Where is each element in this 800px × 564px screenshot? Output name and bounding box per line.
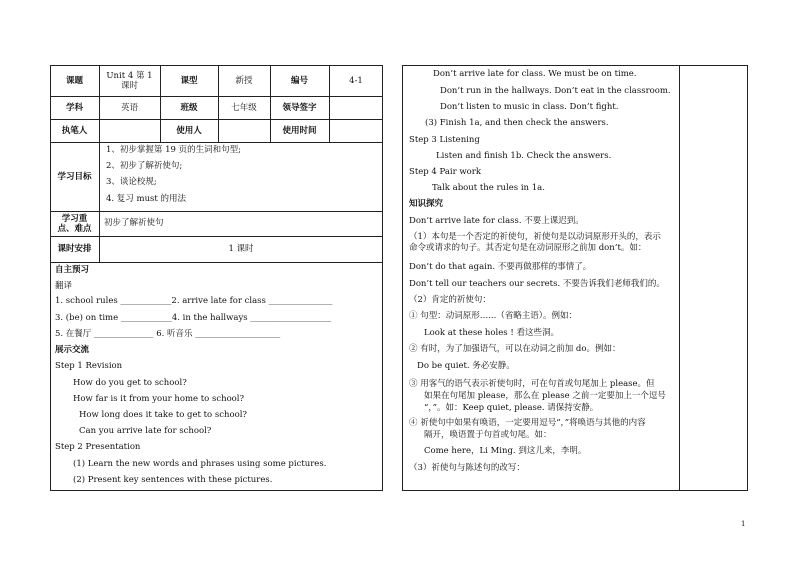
label-learning-goals: 学习目标 [57, 171, 92, 182]
question-line: How long does it take to get to school? [79, 410, 247, 420]
right-panel-margin-line [679, 65, 680, 491]
value-class: 七年级 [231, 102, 257, 113]
question-line: Can you arrive late for school? [79, 426, 212, 436]
label-author: 执笔人 [61, 125, 88, 136]
knowledge-line: 隔开，唤语置于句首或句尾。如： [424, 430, 552, 440]
label-topic: 课题 [65, 75, 83, 86]
knowledge-line: ② 有时，为了加强语气，可以在动词之前加 do。例如： [409, 344, 621, 354]
knowledge-heading: 知识探究 [409, 199, 444, 209]
knowledge-line: （1）本句是一个否定的祈使句，祈使句是以动词原形开头的，表示 [409, 232, 661, 242]
knowledge-line: Don’t do that again. 不要再做那样的事情了。 [409, 262, 592, 272]
question-line: How do you get to school? [73, 378, 187, 388]
knowledge-line: Do be quiet. 务必安静。 [417, 361, 515, 371]
step-heading: Step 1 Revision [55, 361, 123, 371]
goal-item: 3、谈论校规; [106, 177, 157, 187]
task-line: Listen and finish 1b. Check the answers. [436, 151, 612, 161]
value-subject: 英语 [120, 102, 138, 113]
value-leader-signature[interactable] [329, 96, 383, 119]
presentation-line: (1) Learn the new words and phrases using some pictures. [73, 459, 327, 469]
value-author[interactable] [99, 119, 160, 142]
question-line: How far is it from your home to school? [73, 394, 245, 404]
label-use-time: 使用时间 [282, 125, 317, 136]
knowledge-line: 如果在句尾加 please，那么在 please 之前一定要加上一个逗号 [424, 391, 666, 401]
knowledge-line: （3）祈使句与陈述句的改写： [409, 463, 525, 473]
translation-line: 1. school rules ____________2. arrive late for class _______________ [55, 296, 333, 306]
goal-item: 1、初步掌握第 19 页的生词和句型; [106, 145, 241, 155]
value-lesson-type: 新授 [235, 75, 253, 86]
knowledge-line: ③ 用客气的语气表示祈使句时，可在句首或句尾加上 please。但 [409, 379, 655, 389]
step-heading: Step 2 Presentation [55, 442, 141, 452]
knowledge-line: 命令或请求的句子。其否定句是在动词原形之前加 don’t。如： [409, 243, 647, 253]
rule-line: Don’t arrive late for class. We must be on time. [433, 69, 637, 79]
value-time-arrangement: 1 课时 [228, 244, 254, 254]
value-use-time[interactable] [329, 119, 383, 142]
knowledge-line: Look at these holes ! 看这些洞。 [424, 328, 559, 338]
knowledge-line: ④ 祈使句中如果有唤语，一定要用逗号“，”将唤语与其他的内容 [409, 418, 646, 428]
translation-line: 5. 在餐厅 ______________ 6. 听音乐 ____________________ [55, 329, 281, 339]
goal-item: 4. 复习 must 的用法 [106, 194, 187, 204]
show-heading: 展示交流 [55, 345, 90, 355]
label-time-arrangement: 课时安排 [57, 244, 92, 254]
value-key-points: 初步了解祈使句 [104, 218, 164, 228]
goal-item: 2、初步了解祈使句; [106, 161, 183, 171]
rule-line: Don’t run in the hallways. Don’t eat in the classroom. [440, 86, 671, 96]
knowledge-line: ① 句型：动词原形…...（省略主语）。例如： [409, 311, 578, 321]
knowledge-line: “，”。如：Keep quiet, please. 请保持安静。 [424, 403, 599, 413]
step-heading: Step 4 Pair work [409, 167, 482, 177]
label-lesson-type: 课型 [180, 75, 198, 86]
step-heading: Step 3 Listening [409, 135, 480, 145]
page-number: 1 [741, 520, 746, 528]
label-class: 班级 [180, 102, 198, 113]
knowledge-line: Don’t tell our teachers our secrets. 不要告诉我们老师我们的。 [409, 279, 665, 289]
presentation-line: (2) Present key sentences with these pictures. [73, 475, 273, 485]
value-number: 4-1 [349, 75, 363, 86]
preview-heading: 自主预习 [55, 265, 90, 275]
rule-line: Don’t listen to music in class. Don’t fight. [440, 102, 619, 112]
left-table-line [50, 262, 383, 263]
knowledge-line: Don’t arrive late for class. 不要上课迟到。 [409, 216, 584, 226]
value-topic: Unit 4 第 1 课时 [106, 70, 153, 91]
label-user: 使用人 [176, 125, 202, 136]
label-key-points: 学习重点、难点 [57, 213, 92, 234]
label-subject: 学科 [65, 102, 83, 113]
translation-line: 3. (be) on time ____________4. in the hallways ___________________ [55, 313, 332, 323]
knowledge-line: Come here，Li Ming. 到这儿来，李明。 [424, 446, 587, 456]
label-leader-signature: 领导签字 [282, 102, 317, 113]
left-table-line [99, 65, 100, 262]
value-user[interactable] [218, 119, 270, 142]
task-line: Talk about the rules in 1a. [432, 183, 545, 193]
preview-subheading: 翻译 [55, 281, 73, 291]
task-line: (3) Finish 1a, and then check the answers. [425, 118, 609, 128]
label-number: 编号 [290, 75, 308, 86]
knowledge-line: （2）肯定的祈使句： [409, 295, 491, 305]
